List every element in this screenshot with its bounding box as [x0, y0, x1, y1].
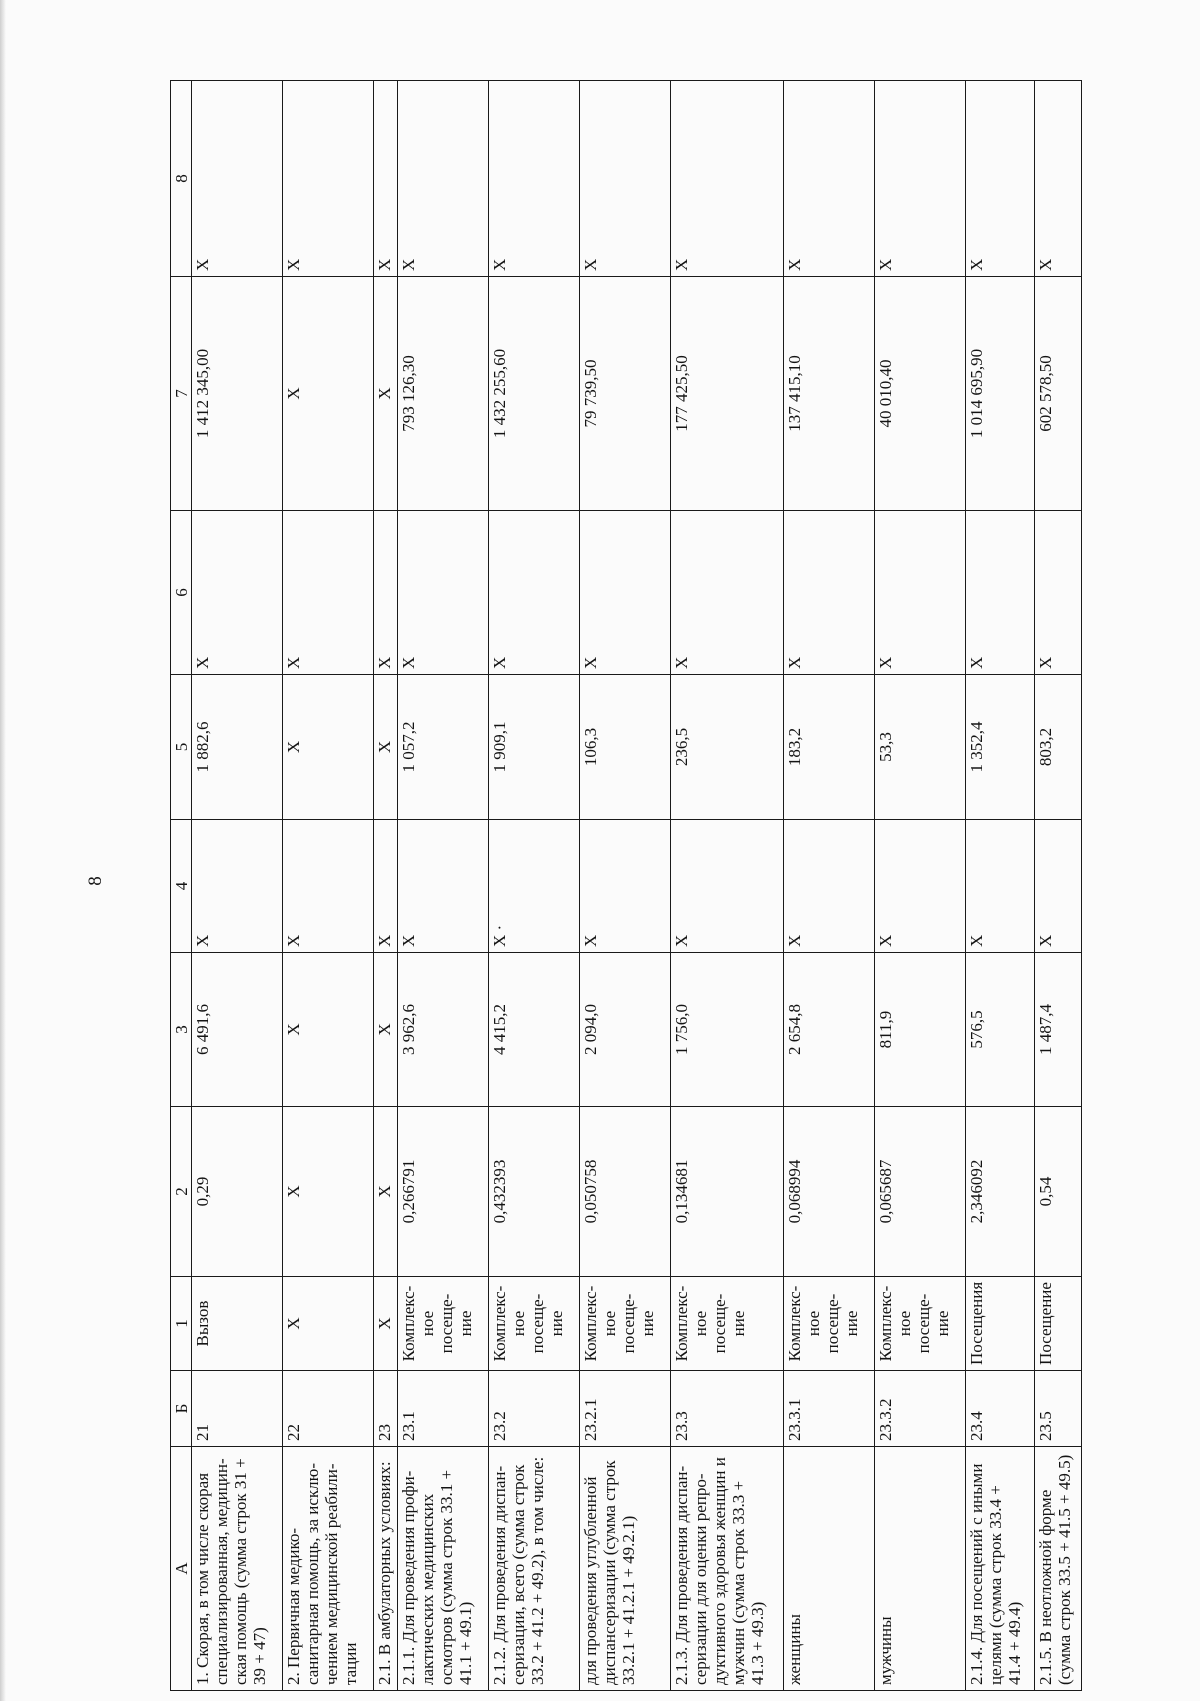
value-cell-col6: Х [398, 511, 489, 675]
row-name-cell: 2.1.3. Для проведения диспан-серизации для оценки репро-дуктивного здоровья женщин и мужчин (сумма строк 33.3 + 41.3 + 49.3) [671, 1447, 784, 1691]
table-row [580, 81, 671, 1691]
row-name-cell: 2.1.2. Для проведения диспан-серизации, всего (сумма строк 33.2 + 41.2 + 49.2), в том числе: [489, 1447, 580, 1691]
unit-cell: Комплекс-ное посеще-ние [398, 1277, 489, 1371]
value-cell-col8: Х [671, 81, 784, 277]
value-cell-col3: 811,9 [875, 953, 966, 1107]
value-cell-col4: Х [398, 820, 489, 953]
unit-cell: Комплекс-ное посеще-ние [580, 1277, 671, 1371]
value-cell-col4: Х [192, 820, 283, 953]
value-cell-col4: Х [580, 820, 671, 953]
value-cell-col2: 0,54 [1035, 1107, 1082, 1277]
value-cell-col5: 1 909,1 [489, 675, 580, 820]
value-cell-col5: Х [282, 675, 373, 820]
column-header: 7 [171, 277, 192, 511]
table-row [966, 81, 1035, 1691]
column-header: 6 [171, 511, 192, 675]
value-cell-col8: Х [373, 81, 397, 277]
table-row [373, 81, 397, 1691]
row-name-cell: для проведения углубленной диспансеризации (сумма строк 33.2.1 + 41.2.1 + 49.2.1) [580, 1447, 671, 1691]
row-code-cell: 23.1 [398, 1371, 489, 1447]
unit-cell: Комплекс-ное посеще-ние [489, 1277, 580, 1371]
value-cell-col4: Х [282, 820, 373, 953]
value-cell-col2: 0,29 [192, 1107, 283, 1277]
value-cell-col4: Х [1035, 820, 1082, 953]
value-cell-col6: Х [373, 511, 397, 675]
table-row [282, 81, 373, 1691]
page-number: 8 [85, 876, 106, 886]
value-cell-col2: 0,134681 [671, 1107, 784, 1277]
value-cell-col7: 1 412 345,00 [192, 277, 283, 511]
value-cell-col7: Х [282, 277, 373, 511]
value-cell-col6: Х [875, 511, 966, 675]
value-cell-col5: 1 352,4 [966, 675, 1035, 820]
row-code-cell: 23.2 [489, 1371, 580, 1447]
value-cell-col5: 236,5 [671, 675, 784, 820]
row-code-cell: 23.4 [966, 1371, 1035, 1447]
value-cell-col2: Х [282, 1107, 373, 1277]
value-cell-col4: Х [875, 820, 966, 953]
value-cell-col4: Х [784, 820, 875, 953]
row-code-cell: 23.3.1 [784, 1371, 875, 1447]
value-cell-col2: 0,432393 [489, 1107, 580, 1277]
value-cell-col8: Х [784, 81, 875, 277]
unit-cell: Комплекс-ное посеще-ние [671, 1277, 784, 1371]
table-row [192, 81, 283, 1691]
unit-cell: Посещение [1035, 1277, 1082, 1371]
value-cell-col7: 793 126,30 [398, 277, 489, 511]
column-header: А [171, 1447, 192, 1691]
row-name-cell: 2.1. В амбулаторных условиях: [373, 1447, 397, 1691]
value-cell-col6: Х [1035, 511, 1082, 675]
rotated-table-container [170, 81, 1082, 1691]
value-cell-col5: Х [373, 675, 397, 820]
row-code-cell: 23 [373, 1371, 397, 1447]
value-cell-col6: Х [966, 511, 1035, 675]
value-cell-col2: 2,346092 [966, 1107, 1035, 1277]
value-cell-col5: 803,2 [1035, 675, 1082, 820]
value-cell-col3: 4 415,2 [489, 953, 580, 1107]
value-cell-col7: 177 425,50 [671, 277, 784, 511]
value-cell-col3: 6 491,6 [192, 953, 283, 1107]
value-cell-col4: Х [966, 820, 1035, 953]
row-name-cell: 1. Скорая, в том числе скорая специализированная, медицин-ская помощь (сумма строк 31 + 39 + 47) [192, 1447, 283, 1691]
value-cell-col8: Х [1035, 81, 1082, 277]
unit-cell: Х [373, 1277, 397, 1371]
row-name-cell: 2.1.1. Для проведения профи-лактических медицинских осмотров (сумма строк 33.1 + 41.1 + 49.1) [398, 1447, 489, 1691]
column-header: 2 [171, 1107, 192, 1277]
unit-cell: Комплекс-ное посеще-ние [784, 1277, 875, 1371]
column-header: Б [171, 1371, 192, 1447]
scan-edge-shadow [0, 0, 6, 1701]
value-cell-col7: 602 578,50 [1035, 277, 1082, 511]
value-cell-col2: 0,068994 [784, 1107, 875, 1277]
row-code-cell: 23.5 [1035, 1371, 1082, 1447]
value-cell-col4: Х [671, 820, 784, 953]
table-row [489, 81, 580, 1691]
column-header: 8 [171, 81, 192, 277]
value-cell-col6: Х [671, 511, 784, 675]
value-cell-col5: 106,3 [580, 675, 671, 820]
row-name-cell: 2.1.5. В неотложной форме (сумма строк 33.5 + 41.5 + 49.5) [1035, 1447, 1082, 1691]
column-header: 3 [171, 953, 192, 1107]
unit-cell: Посещения [966, 1277, 1035, 1371]
value-cell-col8: Х [192, 81, 283, 277]
value-cell-col8: Х [282, 81, 373, 277]
value-cell-col3: 2 654,8 [784, 953, 875, 1107]
column-header: 5 [171, 675, 192, 820]
value-cell-col4: Х · [489, 820, 580, 953]
value-cell-col8: Х [966, 81, 1035, 277]
value-cell-col7: 40 010,40 [875, 277, 966, 511]
row-code-cell: 22 [282, 1371, 373, 1447]
table-row [1035, 81, 1082, 1691]
value-cell-col6: Х [580, 511, 671, 675]
value-cell-col3: 1 487,4 [1035, 953, 1082, 1107]
value-cell-col3: 576,5 [966, 953, 1035, 1107]
value-cell-col3: 1 756,0 [671, 953, 784, 1107]
value-cell-col5: 53,3 [875, 675, 966, 820]
table-row [671, 81, 784, 1691]
value-cell-col5: 1 057,2 [398, 675, 489, 820]
value-cell-col2: 0,050758 [580, 1107, 671, 1277]
value-cell-col5: 183,2 [784, 675, 875, 820]
value-cell-col2: Х [373, 1107, 397, 1277]
unit-cell: Х [282, 1277, 373, 1371]
row-code-cell: 23.2.1 [580, 1371, 671, 1447]
row-name-cell: 2.1.4. Для посещений с иными целями (сумма строк 33.4 + 41.4 + 49.4) [966, 1447, 1035, 1691]
value-cell-col6: Х [784, 511, 875, 675]
value-cell-col2: 0,266791 [398, 1107, 489, 1277]
column-header: 4 [171, 820, 192, 953]
value-cell-col8: Х [489, 81, 580, 277]
value-cell-col7: Х [373, 277, 397, 511]
table-row [784, 81, 875, 1691]
value-cell-col6: Х [282, 511, 373, 675]
value-cell-col3: 2 094,0 [580, 953, 671, 1107]
row-code-cell: 23.3 [671, 1371, 784, 1447]
value-cell-col7: 1 432 255,60 [489, 277, 580, 511]
unit-cell: Вызов [192, 1277, 283, 1371]
value-cell-col4: Х [373, 820, 397, 953]
column-header: 1 [171, 1277, 192, 1371]
unit-cell: Комплекс-ное посеще-ние [875, 1277, 966, 1371]
value-cell-col2: 0,065687 [875, 1107, 966, 1277]
table-header-row [171, 81, 192, 1691]
value-cell-col3: 3 962,6 [398, 953, 489, 1107]
table-row [875, 81, 966, 1691]
row-code-cell: 21 [192, 1371, 283, 1447]
tariff-table [170, 80, 1082, 1691]
value-cell-col8: Х [875, 81, 966, 277]
value-cell-col5: 1 882,6 [192, 675, 283, 820]
row-name-cell: женщины [784, 1447, 875, 1691]
value-cell-col8: Х [580, 81, 671, 277]
value-cell-col6: Х [489, 511, 580, 675]
value-cell-col7: 1 014 695,90 [966, 277, 1035, 511]
value-cell-col3: Х [373, 953, 397, 1107]
value-cell-col8: Х [398, 81, 489, 277]
row-code-cell: 23.3.2 [875, 1371, 966, 1447]
row-name-cell: 2. Первичная медико-санитарная помощь, за исклю-чением медицинской реабили-тации [282, 1447, 373, 1691]
value-cell-col6: Х [192, 511, 283, 675]
row-name-cell: мужчины [875, 1447, 966, 1691]
value-cell-col7: 79 739,50 [580, 277, 671, 511]
table-row [398, 81, 489, 1691]
value-cell-col3: Х [282, 953, 373, 1107]
value-cell-col7: 137 415,10 [784, 277, 875, 511]
